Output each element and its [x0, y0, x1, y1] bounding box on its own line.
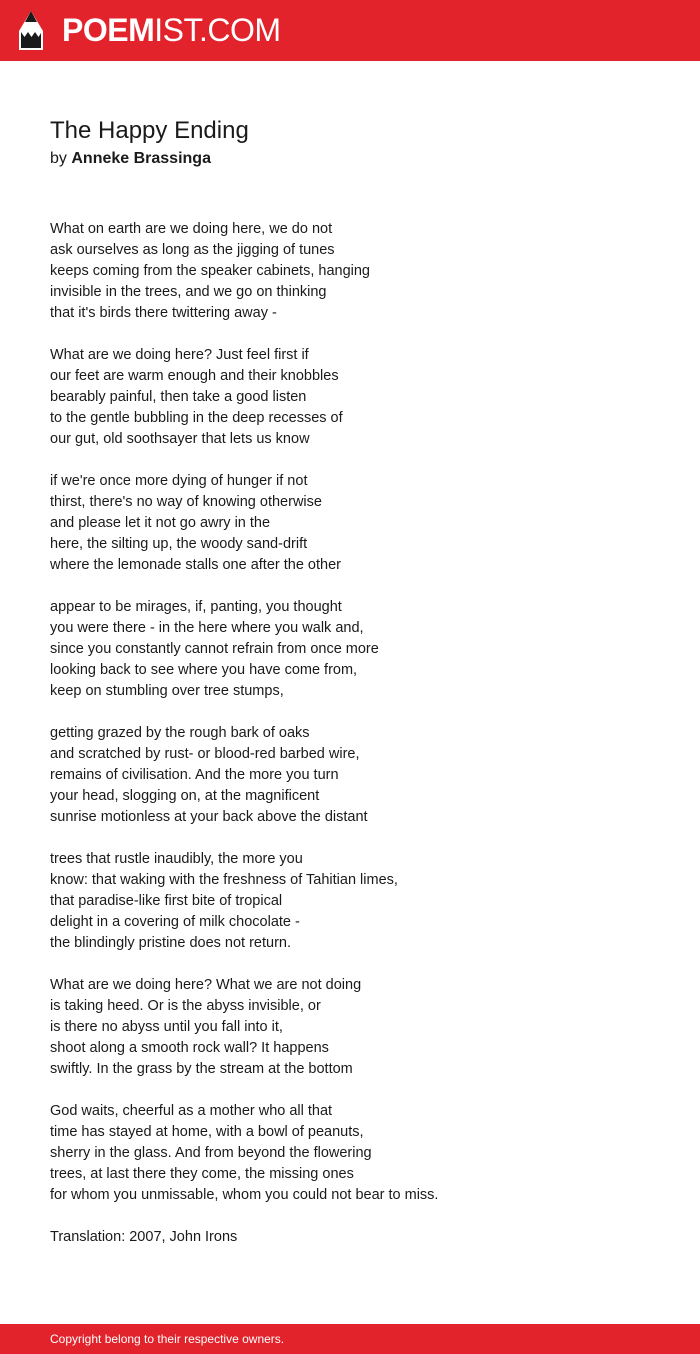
stanza — [50, 1101, 650, 1206]
poem-body — [50, 219, 650, 1248]
translation-credit: Translation: 2007, John Irons — [50, 1229, 238, 1245]
poem-line: What on earth are we doing here, we do not — [50, 221, 333, 237]
poem-line: and please let it not go awry in the — [50, 515, 271, 531]
poem-line: remains of civilisation. And the more you turn — [50, 767, 339, 783]
poem-line: trees, at last there they come, the missing ones — [50, 1166, 354, 1182]
poem-line: God waits, cheerful as a mother who all that — [50, 1103, 333, 1119]
poem-line: the blindingly pristine does not return. — [50, 935, 292, 951]
site-footer — [0, 1324, 700, 1354]
poem-line: to the gentle bubbling in the deep recesses of — [50, 410, 343, 426]
copyright-notice: Copyright belong to their respective owners. — [50, 1332, 285, 1346]
poem-line: that it's birds there twittering away - — [50, 305, 277, 321]
stanza — [50, 471, 650, 576]
stanza — [50, 597, 650, 702]
stanza — [50, 849, 650, 954]
stanza — [50, 345, 650, 450]
poem-line: and scratched by rust- or blood-red barbed wire, — [50, 746, 360, 762]
site-header — [0, 0, 700, 61]
stanza — [50, 219, 650, 324]
poem-line: sherry in the glass. And from beyond the flowering — [50, 1145, 372, 1161]
poem-line: getting grazed by the rough bark of oaks — [50, 725, 310, 741]
poem-line: here, the silting up, the woody sand-drift — [50, 536, 308, 552]
poem-line: is there no abyss until you fall into it, — [50, 1019, 283, 1035]
poem-line: sunrise motionless at your back above the distant — [50, 809, 368, 825]
site-logo[interactable] — [62, 12, 281, 48]
poem-line: that paradise-like first bite of tropical — [50, 893, 283, 909]
poem-line: invisible in the trees, and we go on thinking — [50, 284, 327, 300]
stanza — [50, 975, 650, 1080]
poem-line: looking back to see where you have come from, — [50, 662, 358, 678]
pencil-tip-icon[interactable] — [18, 9, 44, 52]
poem-line: ask ourselves as long as the jigging of tunes — [50, 242, 335, 258]
brand-bold: POEM — [62, 12, 155, 48]
poem-line: shoot along a smooth rock wall? It happens — [50, 1040, 329, 1056]
poem-line: your head, slogging on, at the magnificent — [50, 788, 320, 804]
poem-line: for whom you unmissable, whom you could not bear to miss. — [50, 1187, 439, 1203]
poem-line: our gut, old soothsayer that lets us know — [50, 431, 310, 447]
poem-line: time has stayed at home, with a bowl of peanuts, — [50, 1124, 364, 1140]
poem-line: where the lemonade stalls one after the other — [50, 557, 341, 573]
poem-line: thirst, there's no way of knowing otherwise — [50, 494, 322, 510]
poem-line: is taking heed. Or is the abyss invisible, or — [50, 998, 321, 1014]
poem-line: know: that waking with the freshness of Tahitian limes, — [50, 872, 398, 888]
poem-line: What are we doing here? What we are not doing — [50, 977, 362, 993]
poem-line: swiftly. In the grass by the stream at the bottom — [50, 1061, 353, 1077]
stanza — [50, 723, 650, 828]
poem-line: delight in a covering of milk chocolate - — [50, 914, 300, 930]
poem-line: trees that rustle inaudibly, the more you — [50, 851, 303, 867]
poem-line: What are we doing here? Just feel first if — [50, 347, 309, 363]
poem-line: appear to be mirages, if, panting, you thought — [50, 599, 342, 615]
poem-title: The Happy Ending — [50, 117, 249, 144]
by-label: by — [50, 150, 67, 167]
poem-line: if we're once more dying of hunger if not — [50, 473, 308, 489]
byline — [50, 149, 211, 169]
poem-line: bearably painful, then take a good listen — [50, 389, 307, 405]
brand-light: IST.COM — [154, 12, 281, 48]
poem-line: keeps coming from the speaker cabinets, hanging — [50, 263, 370, 279]
author-name: Anneke Brassinga — [71, 150, 211, 167]
poem-line: you were there - in the here where you walk and, — [50, 620, 364, 636]
poem-line: keep on stumbling over tree stumps, — [50, 683, 284, 699]
poem-line: since you constantly cannot refrain from once more — [50, 641, 379, 657]
poem-line: our feet are warm enough and their knobbles — [50, 368, 339, 384]
